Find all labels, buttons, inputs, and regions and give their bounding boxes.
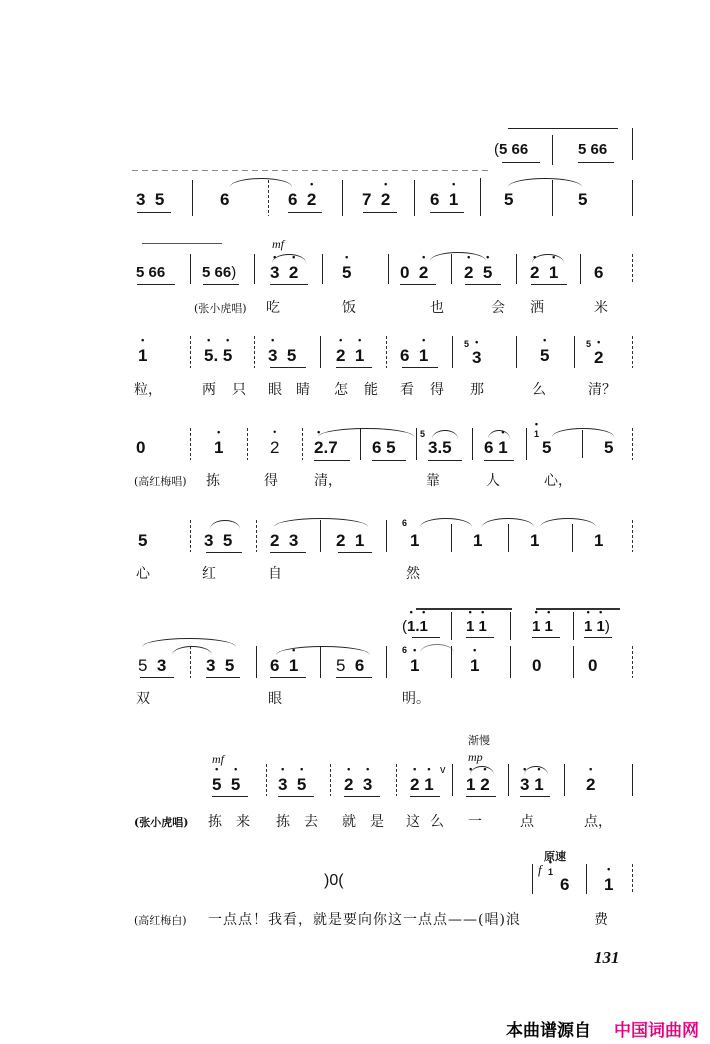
underline [402,367,438,368]
barline [582,430,583,458]
barline [256,520,257,552]
note: 0 [136,438,146,457]
tempo-marking: 原速 [544,850,566,863]
note-group: • 1 • 1 [532,617,553,637]
barline [472,428,473,460]
note-group: 6 • 1 [270,656,298,676]
barline [510,612,511,640]
barline [632,254,633,284]
lyric: 洒 [530,300,544,316]
barline [451,612,452,640]
dynamic-mp: mp [468,750,483,764]
barline [320,336,321,368]
barline [386,520,387,552]
note-group: • 2 • 5 [464,263,492,283]
note-group: • 3 5 [268,346,296,366]
note: 5 [578,190,588,209]
note: • 5 [342,263,351,283]
note-group: 3 5 [136,190,165,209]
slur [430,252,486,261]
lyric: 眼 [268,382,282,398]
lyric: 是 [370,814,384,830]
barline [322,254,323,284]
lyric: 清， [314,473,342,489]
slur [420,644,454,653]
lyric: 心， [544,473,572,489]
note: 1 [473,531,483,550]
note-group: (5 66 [494,141,529,158]
barline [632,128,633,160]
lyric: 点 [520,814,534,830]
lyric: 心 [136,566,150,582]
note-group: 5 66) [202,264,237,281]
note-group: 5 3 [138,656,167,675]
note: 5 [604,438,614,457]
lyric: 拣 [206,473,220,489]
lyric: 靠 [426,473,440,489]
barline [388,254,389,284]
note-group: 6 • 1 [484,438,508,458]
note-group: • 2 • 1 [410,775,434,795]
barline [574,336,575,368]
note-group: 5 66 [578,141,608,158]
lyric: 拣 [208,814,222,830]
note-group: 5 6 [336,656,365,675]
note: • 1 [604,875,613,895]
barline [190,428,191,460]
underline [466,637,494,638]
note: 1 [410,531,420,550]
note: 0 [532,656,542,675]
barline [526,428,527,460]
underline [531,284,567,285]
barline [632,864,633,894]
speaker-label: (高红梅唱) [134,475,187,488]
barline [360,428,361,460]
lyric: 么 [532,382,546,398]
barline [247,428,248,460]
lyric: 眼 [268,691,282,707]
barline [190,646,191,678]
note: • 1 [410,656,419,676]
note: 5 [542,438,552,457]
barline [386,336,387,368]
barline [192,180,193,216]
dynamic-f: f [538,862,542,877]
barline [320,520,321,552]
note-group: • 2 • 1 [336,346,364,366]
barline [414,180,415,216]
barline [573,612,574,640]
underline [288,212,322,213]
barline [342,180,343,216]
barline [572,524,573,552]
note-group: • 1 • 2 [466,775,490,795]
lyric: 只 [232,382,246,398]
note-group: • 1 • 1) [584,617,610,637]
underline [336,677,372,678]
lyric: 这 [406,814,420,830]
note-group: • 2 • 1 [530,263,558,283]
barline [256,646,257,678]
underline [140,677,174,678]
lyric: 点， [584,814,612,830]
barline [632,646,633,678]
note-group: 2 3 [270,531,299,550]
note: 1 [530,531,540,550]
speaker-label: (张小虎唱) [134,816,189,829]
note: 1 [594,531,604,550]
note: 5 [138,531,148,550]
tempo-marking: 渐慢 [468,734,490,747]
underline [278,796,314,797]
note-group: 6 • 1 [400,346,428,366]
barline [532,864,533,894]
lyric: 得 [430,382,444,398]
separator-line [132,170,492,171]
barline [586,864,587,894]
underline [428,460,462,461]
note-group: 3.5 [428,438,452,457]
lyric: 看 [400,382,414,398]
lyric: 然 [406,566,420,582]
note: • 3 [472,348,481,368]
barline [564,764,565,796]
lyric: 清？ [588,382,616,398]
barline [451,254,452,284]
underline [410,796,440,797]
site-link[interactable]: 中国词曲网 [614,1021,699,1041]
slur [552,428,614,437]
barline [452,764,453,796]
note-group: • 2.7 [314,438,338,458]
slur [420,518,472,527]
lyric: 能 [364,382,378,398]
note: • 1 [138,346,147,366]
barline [508,524,509,552]
barline [508,764,509,796]
note-group: • 3 • 2 [270,263,298,283]
note: 6 [594,263,604,282]
barline [302,428,303,460]
barline [573,646,574,678]
underline [270,367,306,368]
underline [137,212,171,213]
barline [516,336,517,368]
underline [484,460,514,461]
underline [344,796,380,797]
lyric: 一 [468,814,482,830]
barline [510,646,511,678]
note-group: 0 • 2 [400,263,428,283]
grace-note: • 1 [548,868,553,877]
barline [268,180,269,216]
lyric: 双 [136,691,150,707]
barline [580,254,581,284]
slur [274,518,368,527]
lyric: 得 [264,473,278,489]
underline [206,552,242,553]
lyric: 拣 [276,814,290,830]
underline [400,284,436,285]
beam-line [416,608,512,610]
underline [203,284,239,285]
underline [520,796,550,797]
barline [632,764,633,796]
barline [190,254,191,284]
barline [416,428,417,460]
rest-marking: )0( [324,872,344,889]
spoken-text: 一点点！我看，就是要向你这一点点——(唱)浪 [208,912,521,928]
note: • 1 [470,656,479,676]
beam-line [508,128,618,133]
barline [266,764,267,796]
grace-note: • 1 [534,430,539,439]
barline [552,180,553,216]
note-group: (• 1.• 1 [402,617,428,637]
note-group: 5 66 [136,264,166,281]
note-group: 6 • 2 [288,190,316,210]
barline [386,646,387,678]
note: • 2 [594,348,603,368]
barline [516,254,517,284]
lyric: 去 [304,814,318,830]
underline [412,637,440,638]
note-group: • 5 • 5 [212,775,240,795]
source-label: 本曲谱源自 [506,1021,591,1041]
underline [465,284,501,285]
slur [210,520,240,529]
note: 0 [588,656,598,675]
barline [451,524,452,552]
note: • 2 [270,438,279,458]
barline [320,646,321,678]
underline [532,637,560,638]
barline [632,180,633,216]
beam-line [142,243,222,244]
barline [552,135,553,165]
page-number: 131 [594,948,620,967]
lyric: 那 [470,382,484,398]
barline [396,764,397,796]
underline [137,284,175,285]
note-group: • 3 • 1 [520,775,544,795]
slur [508,178,582,187]
lyric: 会 [491,300,505,316]
dynamic-mf: mf [212,752,224,766]
lyric: 米 [594,300,608,316]
underline [578,162,614,163]
grace-note: 5 [464,339,470,349]
speaker-label: (高红梅白) [134,914,187,927]
barline [632,520,633,552]
lyric: 么 [430,814,444,830]
lyric: 睛 [296,382,310,398]
underline [338,552,372,553]
underline [502,162,540,163]
barline [190,336,191,368]
note-group: 3 5 [204,531,233,550]
underline [584,637,612,638]
underline [314,460,350,461]
lyric: 来 [236,814,250,830]
barline [480,178,481,216]
lyric: 就 [342,814,356,830]
speaker-label: (张小虎唱) [194,302,247,315]
note: 6 [560,875,570,894]
barline [632,336,633,368]
note-group: 3 5 [206,656,235,675]
note-group: • 3 • 5 [278,775,306,795]
note-group: 6 5 [372,438,396,457]
note: 6 [220,190,230,209]
slur [172,646,212,655]
grace-note: 5 [586,339,592,349]
note-group: 2 1 [336,531,365,550]
note-group: • 5. • 5 [204,346,232,366]
underline [212,796,248,797]
barline [254,336,255,368]
underline [372,460,406,461]
underline [466,796,496,797]
lyric: 两 [202,382,216,398]
underline [270,284,308,285]
lyric: 也 [430,300,444,316]
underline [206,677,240,678]
underline [336,367,372,368]
lyric: 粒， [134,382,162,398]
note-group: • 2 • 3 [344,775,372,795]
underline [270,552,306,553]
breath-mark: v [440,764,446,776]
lyric: 吃 [266,300,280,316]
lyric: 红 [202,566,216,582]
note-group: 7 • 2 [362,190,390,210]
underline [270,677,306,678]
lyric: 自 [268,566,282,582]
underline [363,212,397,213]
note: • 1 [214,438,223,458]
underline [430,212,464,213]
slur [318,428,414,437]
note: • 5 [540,346,549,366]
note: • 2 [586,775,595,795]
lyric: 饭 [342,300,356,316]
note-group: 6 • 1 [430,190,458,210]
slur [540,518,596,527]
dynamic-mf: mf [272,237,284,251]
grace-note: 6 [402,645,408,655]
grace-note: 6 [402,518,408,528]
barline [254,254,255,284]
note-group: • 1 • 1 [466,617,487,637]
barline [190,520,191,552]
barline [632,428,633,460]
barline [330,764,331,796]
lyric: 怎 [334,382,348,398]
barline [452,336,453,368]
note: 5 [504,190,514,209]
barline [451,646,452,678]
lyric: 人 [486,473,500,489]
lyric: 费 [594,912,608,928]
grace-note: 5 [420,429,426,439]
slur [230,178,292,187]
lyric: 明。 [402,691,430,707]
